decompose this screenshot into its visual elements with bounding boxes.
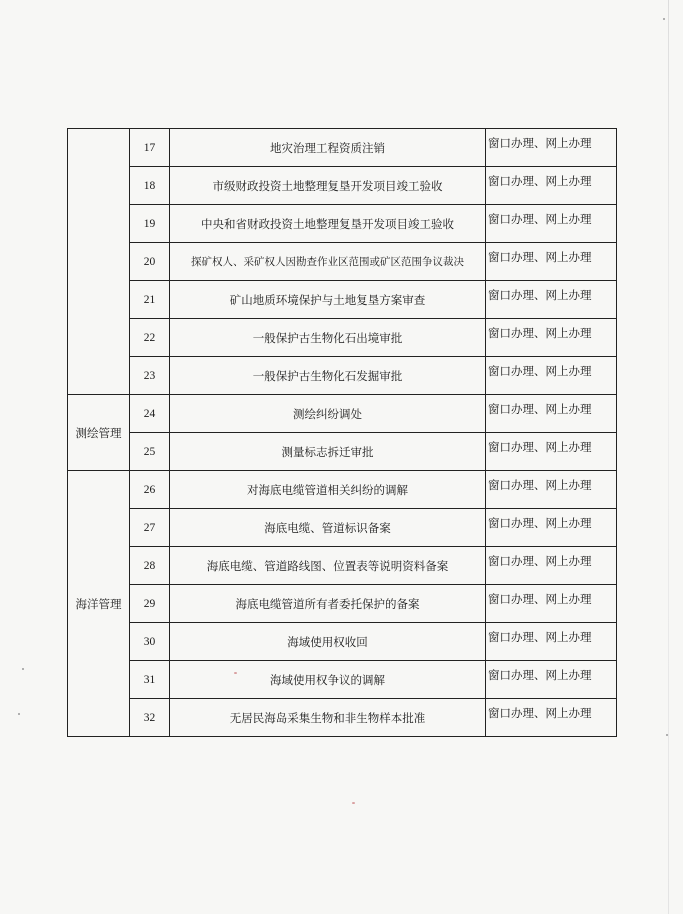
item-name: 探矿权人、采矿权人因勘查作业区范围或矿区范围争议裁决 <box>170 243 486 281</box>
table-row <box>68 471 617 509</box>
handling-mode: 窗口办理、网上办理 <box>486 243 617 281</box>
item-name: 无居民海岛采集生物和非生物样本批准 <box>170 699 486 737</box>
item-name: 测量标志拆迁审批 <box>170 433 486 471</box>
handling-mode: 窗口办理、网上办理 <box>486 509 617 547</box>
permit-items-table <box>67 128 617 737</box>
table-row <box>68 319 617 357</box>
category-cell <box>68 129 130 395</box>
handling-mode: 窗口办理、网上办理 <box>486 661 617 699</box>
table-row <box>68 395 617 433</box>
table-row <box>68 281 617 319</box>
handling-mode: 窗口办理、网上办理 <box>486 395 617 433</box>
handling-mode: 窗口办理、网上办理 <box>486 699 617 737</box>
item-number: 20 <box>130 243 170 281</box>
item-name: 一般保护古生物化石出境审批 <box>170 319 486 357</box>
table-row <box>68 547 617 585</box>
item-name: 中央和省财政投资土地整理复垦开发项目竣工验收 <box>170 205 486 243</box>
item-number: 25 <box>130 433 170 471</box>
handling-mode: 窗口办理、网上办理 <box>486 167 617 205</box>
handling-mode: 窗口办理、网上办理 <box>486 319 617 357</box>
item-number: 30 <box>130 623 170 661</box>
handling-mode: 窗口办理、网上办理 <box>486 357 617 395</box>
item-number: 17 <box>130 129 170 167</box>
table-row <box>68 205 617 243</box>
table-row <box>68 129 617 167</box>
item-number: 21 <box>130 281 170 319</box>
table-row <box>68 433 617 471</box>
item-number: 19 <box>130 205 170 243</box>
item-name: 海域使用权争议的调解 <box>170 661 486 699</box>
scan-speck <box>22 668 24 670</box>
item-name: 地灾治理工程资质注销 <box>170 129 486 167</box>
table-row <box>68 357 617 395</box>
scan-speck <box>663 18 665 20</box>
item-number: 18 <box>130 167 170 205</box>
scan-speck <box>666 734 668 736</box>
item-name: 海域使用权收回 <box>170 623 486 661</box>
item-name: 测绘纠纷调处 <box>170 395 486 433</box>
scan-speck <box>352 802 355 804</box>
table-row <box>68 661 617 699</box>
table-row <box>68 167 617 205</box>
item-number: 24 <box>130 395 170 433</box>
table-row <box>68 243 617 281</box>
item-name: 海底电缆、管道路线图、位置表等说明资料备案 <box>170 547 486 585</box>
handling-mode: 窗口办理、网上办理 <box>486 623 617 661</box>
item-name: 市级财政投资土地整理复垦开发项目竣工验收 <box>170 167 486 205</box>
scan-page-edge <box>668 0 669 914</box>
category-cell: 海洋管理 <box>68 471 130 737</box>
category-cell: 测绘管理 <box>68 395 130 471</box>
item-number: 26 <box>130 471 170 509</box>
item-number: 29 <box>130 585 170 623</box>
item-number: 31 <box>130 661 170 699</box>
handling-mode: 窗口办理、网上办理 <box>486 433 617 471</box>
item-name: 海底电缆管道所有者委托保护的备案 <box>170 585 486 623</box>
item-number: 28 <box>130 547 170 585</box>
handling-mode: 窗口办理、网上办理 <box>486 585 617 623</box>
item-number: 27 <box>130 509 170 547</box>
item-number: 23 <box>130 357 170 395</box>
handling-mode: 窗口办理、网上办理 <box>486 281 617 319</box>
scan-speck <box>18 713 20 715</box>
item-name: 一般保护古生物化石发掘审批 <box>170 357 486 395</box>
item-number: 32 <box>130 699 170 737</box>
table-row <box>68 509 617 547</box>
item-name: 海底电缆、管道标识备案 <box>170 509 486 547</box>
handling-mode: 窗口办理、网上办理 <box>486 471 617 509</box>
item-name: 矿山地质环境保护与土地复垦方案审查 <box>170 281 486 319</box>
handling-mode: 窗口办理、网上办理 <box>486 547 617 585</box>
table-row <box>68 585 617 623</box>
handling-mode: 窗口办理、网上办理 <box>486 205 617 243</box>
table-row <box>68 623 617 661</box>
table-row <box>68 699 617 737</box>
handling-mode: 窗口办理、网上办理 <box>486 129 617 167</box>
item-number: 22 <box>130 319 170 357</box>
item-name: 对海底电缆管道相关纠纷的调解 <box>170 471 486 509</box>
